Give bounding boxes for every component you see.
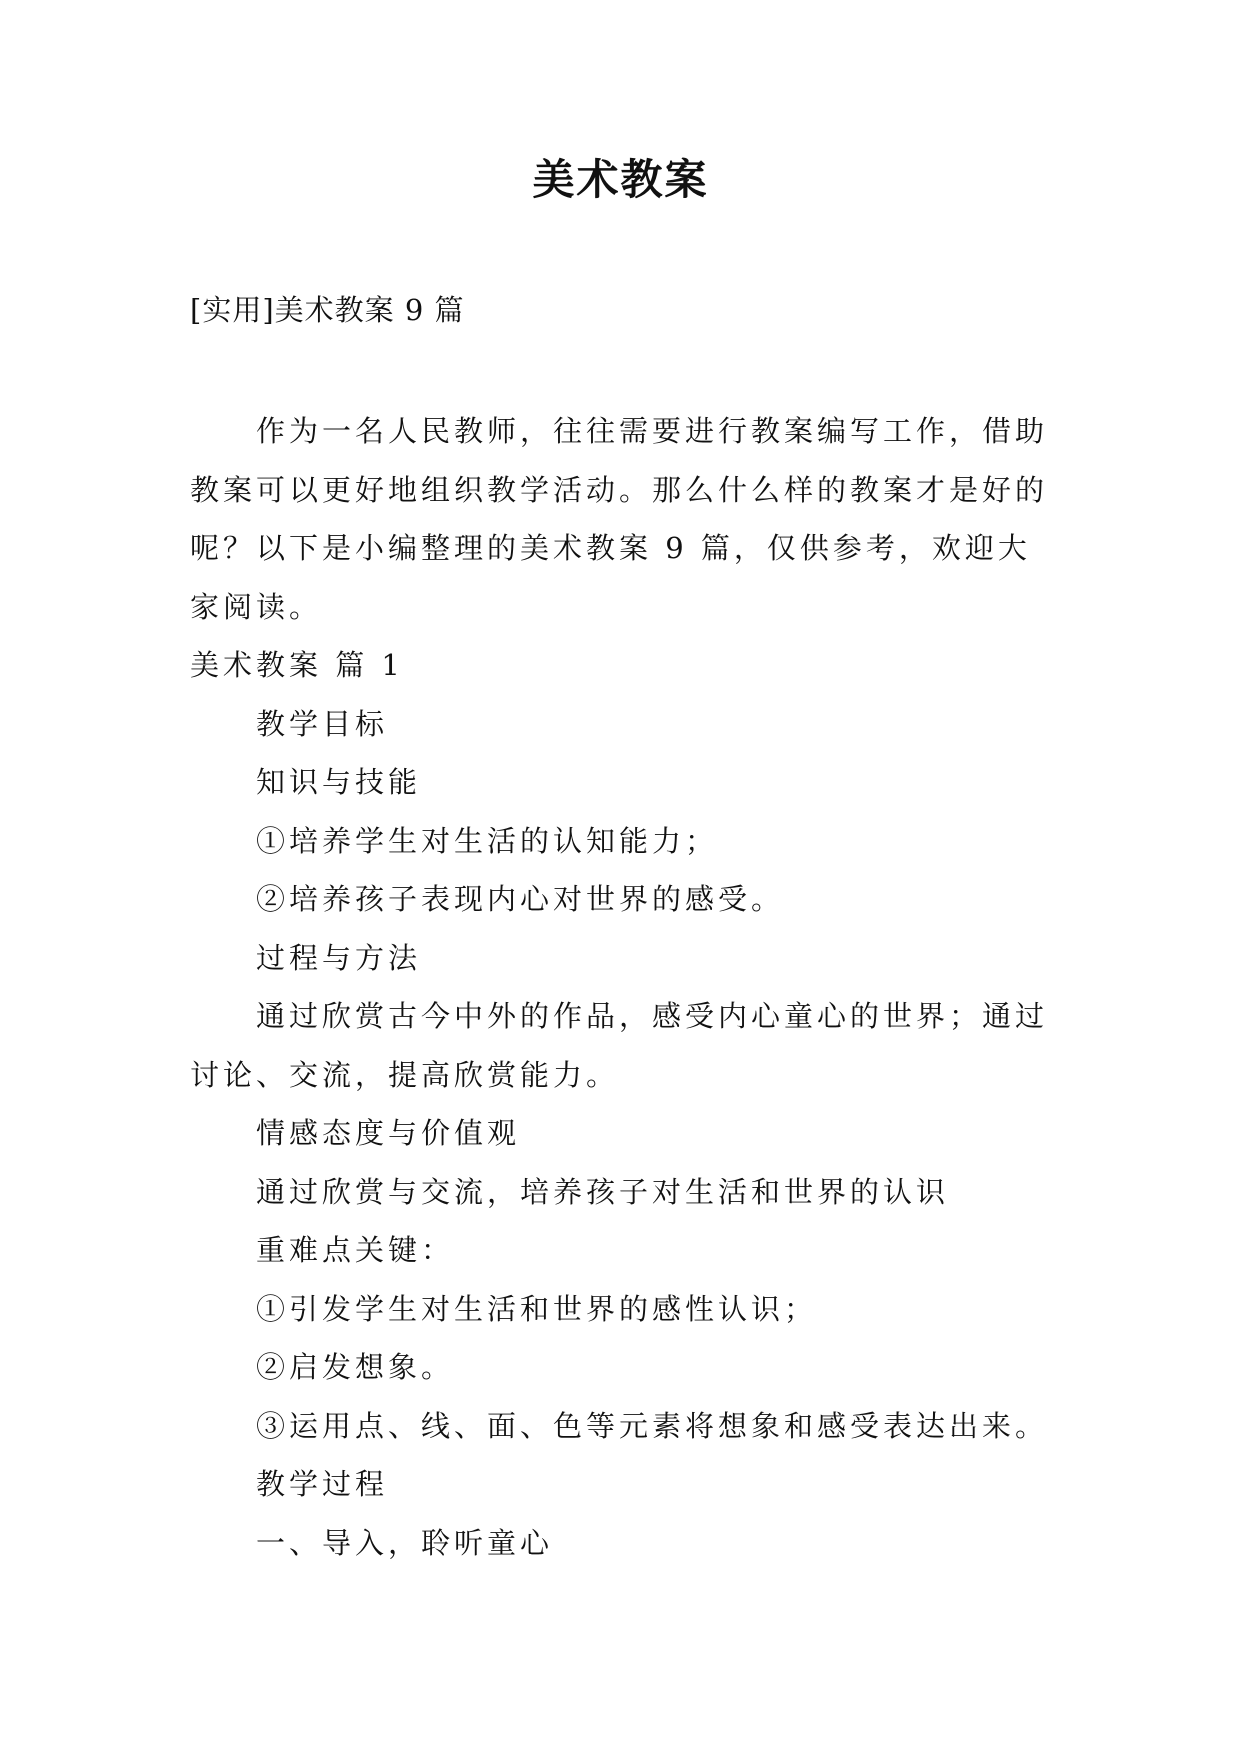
heading-process-method: 过程与方法	[256, 940, 422, 975]
list-item: ③运用点、线、面、色等元素将想象和感受表达出来。	[256, 1408, 1049, 1443]
list-item: ②启发想象。	[256, 1350, 455, 1384]
heading-teaching-goals: 教学目标	[256, 706, 389, 741]
list-item: ①培养学生对生活的认知能力；	[256, 823, 719, 858]
document-body	[190, 402, 1050, 1572]
heading-attitude-values: 情感态度与价值观	[256, 1116, 521, 1150]
list-item: ②培养孩子表现内心对世界的感受。	[256, 882, 785, 916]
intro-paragraph: 作为一名人民教师，往往需要进行教案编写工作，借助教案可以更好地组织教学活动。那么什么样的教案才是好的呢？以下是小编整理的美术教案 9 篇，仅供参考，欢迎大家阅读。	[190, 414, 1049, 624]
heading-key-points: 重难点关键：	[256, 1233, 455, 1267]
section-heading: 美术教案 篇 1	[190, 648, 404, 682]
document-subtitle: [实用]美术教案 9 篇	[190, 293, 465, 327]
heading-teaching-process: 教学过程	[256, 1467, 389, 1501]
body-paragraph: 通过欣赏古今中外的作品，感受内心童心的世界；通过讨论、交流，提高欣赏能力。	[190, 999, 1049, 1092]
list-item: ①引发学生对生活和世界的感性认识；	[256, 1291, 818, 1326]
body-paragraph: 通过欣赏与交流，培养孩子对生活和世界的认识	[256, 1174, 950, 1209]
heading-knowledge-skills: 知识与技能	[256, 765, 422, 799]
heading-step-one: 一、导入，聆听童心	[256, 1525, 554, 1560]
document-title: 美术教案	[532, 155, 709, 204]
